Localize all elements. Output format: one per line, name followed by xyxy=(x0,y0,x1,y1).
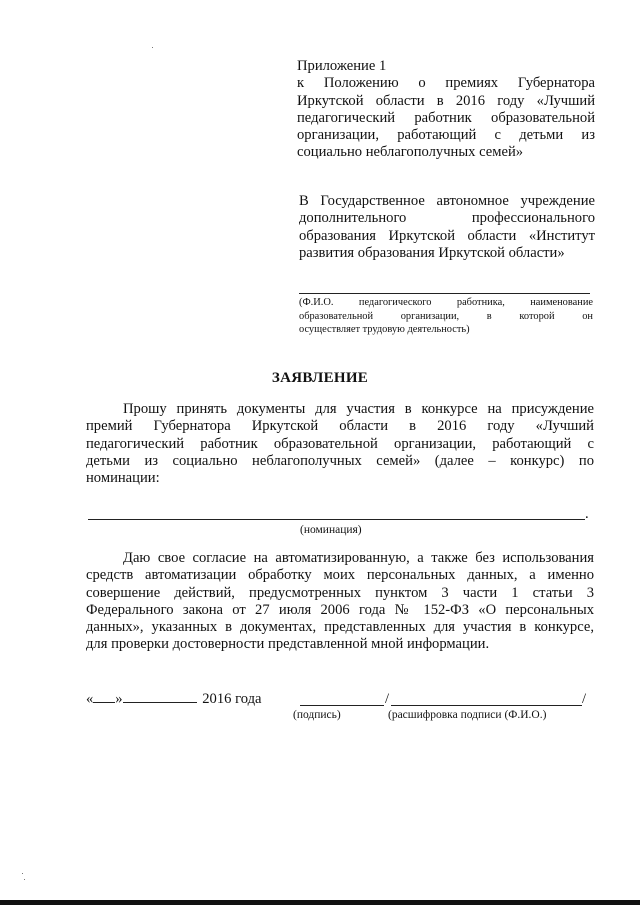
appendix-block xyxy=(297,58,595,162)
page-title: ЗАЯВЛЕНИЕ xyxy=(271,370,369,386)
applicant-hint-line: образовательной организации, в которой он xyxy=(299,310,593,322)
paragraph-line: номинации: xyxy=(86,470,160,487)
signature-slash-left: / xyxy=(385,691,390,707)
consent-paragraph xyxy=(86,550,594,654)
date-day-blank xyxy=(93,691,115,703)
scan-speck xyxy=(22,873,23,874)
addressee-line: дополнительного профессионального xyxy=(299,210,595,227)
date-month-blank xyxy=(123,691,197,703)
date-year-text: 2016 года xyxy=(202,691,262,707)
paragraph-line: детьми из социально неблагополучных семей» (далее – конкурс) по xyxy=(86,452,594,469)
signature-line xyxy=(300,705,384,706)
applicant-hint-line: (Ф.И.О. педагогического работника, наименование xyxy=(299,297,593,308)
transcript-line xyxy=(391,705,582,706)
date-field xyxy=(86,691,262,708)
addressee-block xyxy=(299,193,595,262)
appendix-line: социально неблагополучных семей» xyxy=(297,144,524,161)
paragraph-line: для проверки достоверности представленной мной информации. xyxy=(86,636,490,653)
date-open-quote: « xyxy=(86,691,94,707)
nomination-line xyxy=(88,519,585,520)
paragraph-line: средств автоматизации обработку моих персональных данных, а именно xyxy=(86,567,594,584)
addressee-line: В Государственное автономное учреждение xyxy=(299,193,595,209)
applicant-hint-line: осуществляет трудовую деятельность) xyxy=(299,324,470,336)
paragraph-line: премий Губернатора Иркутской области в 2016 году «Лучший xyxy=(86,418,594,435)
scan-speck xyxy=(152,47,153,48)
applicant-name-line xyxy=(299,293,590,294)
nomination-end-dot: . xyxy=(585,506,589,522)
paragraph-line: Прошу принять документы для участия в конкурсе на присуждение xyxy=(123,401,594,417)
paragraph-line: педагогический работник образовательной организации, работающий с xyxy=(86,435,594,452)
request-paragraph xyxy=(86,401,594,487)
date-close-quote: » xyxy=(115,691,123,707)
addressee-line: образования Иркутской области «Институт xyxy=(299,227,595,244)
appendix-line: педагогический работник образовательной xyxy=(297,109,595,126)
paragraph-line: Даю свое согласие на автоматизированную, а также без использования xyxy=(123,550,594,566)
scan-speck xyxy=(24,879,25,880)
paragraph-line: совершение действий, предусмотренных пунктом 3 части 1 статьи 3 xyxy=(86,584,594,601)
transcript-caption: (расшифровка подписи (Ф.И.О.) xyxy=(388,709,547,721)
signature-caption: (подпись) xyxy=(293,709,341,721)
scan-bottom-border xyxy=(0,900,640,905)
nomination-caption: (номинация) xyxy=(300,524,362,536)
appendix-line: Иркутской области в 2016 году «Лучший xyxy=(297,92,595,109)
applicant-hint xyxy=(299,296,593,337)
paragraph-line: данных», указанных в документах, представленных для участия в конкурсе, xyxy=(86,619,594,636)
appendix-title: Приложение 1 xyxy=(297,58,387,74)
appendix-line: организации, работающий с детьми из xyxy=(297,127,595,144)
signature-slash-right: / xyxy=(582,691,587,707)
paragraph-line: Федерального закона от 27 июля 2006 года № 152-ФЗ «О персональных xyxy=(86,601,594,618)
addressee-line: развития образования Иркутской области» xyxy=(299,244,565,261)
appendix-line: к Положению о премиях Губернатора xyxy=(297,75,595,92)
